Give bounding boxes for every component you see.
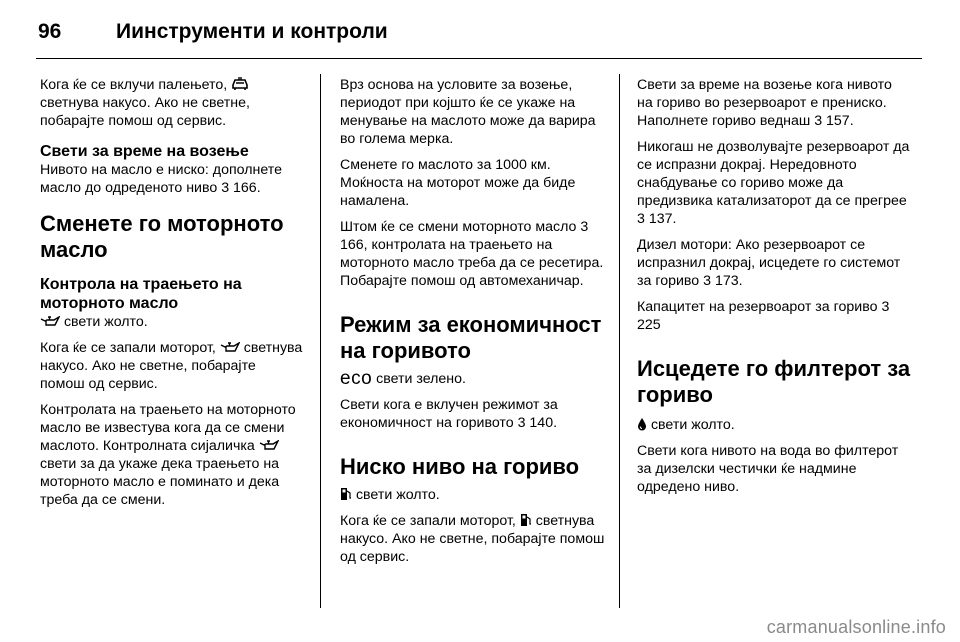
heading-oil-life: Контрола на траењето на моторното масло: [40, 276, 242, 312]
column-1: [40, 76, 304, 517]
paragraph: [340, 370, 610, 388]
text: светнува накусо. Ако не светне, побарајте помош од сервис.: [40, 95, 250, 129]
text: 166, контролата на траењето на моторното масло треба да се ресетира. Побарајте помош од автомеханичар.: [340, 237, 604, 289]
text: светнува накусо. Ако не светне, побарајте помош од сервис.: [40, 340, 303, 392]
oil-can-icon: [259, 440, 279, 452]
paragraph: [40, 339, 304, 393]
paragraph: [340, 512, 610, 566]
fuel-pump-icon: [340, 487, 352, 501]
text: Кога ќе се вклучи палењето,: [40, 77, 228, 93]
text: 140.: [529, 415, 558, 431]
text: свети за да укаже дека траењето на моторното масло е поминато и дека треба да се смени.: [40, 456, 280, 508]
header-rule: [36, 58, 922, 59]
text: 137.: [648, 211, 677, 227]
water-drop-icon: [637, 417, 647, 431]
paragraph: [40, 76, 304, 130]
text: свети жолто.: [650, 417, 735, 433]
oil-can-icon: [40, 316, 60, 328]
page-number: 96: [38, 20, 62, 43]
page-ref-arrow: 3: [580, 219, 589, 235]
fuel-pump-icon: [520, 513, 532, 527]
text: Контролата на траењето на моторното масло ве известува кога да се смени маслото. Контролната сијаличка: [40, 402, 296, 454]
heading-while-driving: Свети за време на возење: [40, 143, 249, 160]
text: Штом ќе се смени моторното масло: [340, 219, 577, 235]
text: Кога ќе се запали моторот,: [40, 340, 216, 356]
text: светнува накусо. Ако не светне, побарајте помош од сервис.: [340, 513, 605, 565]
heading-eco-mode: Режим за економичност на горивото: [340, 312, 602, 363]
paragraph: [40, 161, 304, 197]
paragraph: Свети кога нивото на вода во филтерот за дизелски честички ќе надмине одредено ниво.: [637, 443, 899, 495]
text: Кога ќе се запали моторот,: [340, 513, 516, 529]
page-ref-arrow: 3: [517, 415, 526, 431]
page-title: Иинструменти и контроли: [116, 20, 388, 43]
eco-indicator-icon: eco: [340, 368, 373, 389]
column-divider: [320, 74, 321, 608]
text: свети жолто.: [355, 487, 440, 503]
text: Нивото на масло е ниско: дополнете масло до одреденото ниво: [40, 162, 282, 196]
service-vehicle-icon: [231, 77, 249, 91]
text: Никогаш не дозволувајте резервоарот да се испразни докрај. Нередовното снабдување со гориво може да предизвика катализаторот да се прегрее: [637, 139, 910, 209]
paragraph: [637, 298, 911, 334]
column-2: [340, 76, 610, 574]
heading-low-fuel: Ниско ниво на гориво: [340, 454, 580, 479]
paragraph: Сменете го маслото за 1000 км. Моќноста на моторот може да биде намалена.: [340, 157, 576, 209]
paragraph: [340, 218, 610, 290]
text: 157.: [826, 113, 854, 129]
text: свети жолто.: [63, 314, 148, 330]
text: 225: [637, 317, 661, 333]
text: Свети кога е вклучен режимот за економичност на горивото: [340, 397, 558, 431]
column-divider: [619, 74, 620, 608]
column-3: [637, 76, 911, 504]
text: Капацитет на резервоарот за гориво: [637, 299, 878, 315]
text: Свети за време на возење кога нивото на гориво во резервоарот е прениско. Наполнете гориво веднаш: [637, 77, 892, 129]
page-header: [38, 18, 922, 48]
paragraph: [637, 416, 911, 434]
watermark: carmanualsonline.info: [766, 617, 946, 637]
text: Дизел мотори: Ако резервоарот се испразнил докрај, исцедете го системот за гориво: [637, 237, 901, 289]
page-ref-arrow: 3: [881, 299, 890, 315]
text: 173.: [714, 273, 743, 289]
paragraph: [340, 396, 610, 432]
heading-change-oil: Сменете го моторното масло: [40, 211, 284, 262]
paragraph: [40, 313, 304, 331]
page-ref-arrow: 3: [637, 211, 645, 227]
text: 166.: [233, 180, 261, 196]
oil-can-icon: [220, 342, 240, 354]
text: свети зелено.: [376, 371, 466, 387]
paragraph: [637, 138, 911, 228]
heading-drain-fuel-filter: Исцедете го филтерот за гориво: [637, 356, 911, 407]
paragraph: [637, 76, 911, 130]
page-ref-arrow: 3: [814, 113, 823, 129]
paragraph: [40, 401, 304, 509]
paragraph: Врз основа на условите за возење, периодот при којшто ќе се укаже на менување на маслото може да варира во голема мерка.: [340, 77, 596, 147]
paragraph: [340, 486, 610, 504]
page-ref-arrow: 3: [703, 273, 712, 289]
page-ref-arrow: 3: [221, 180, 230, 196]
paragraph: [637, 236, 911, 290]
